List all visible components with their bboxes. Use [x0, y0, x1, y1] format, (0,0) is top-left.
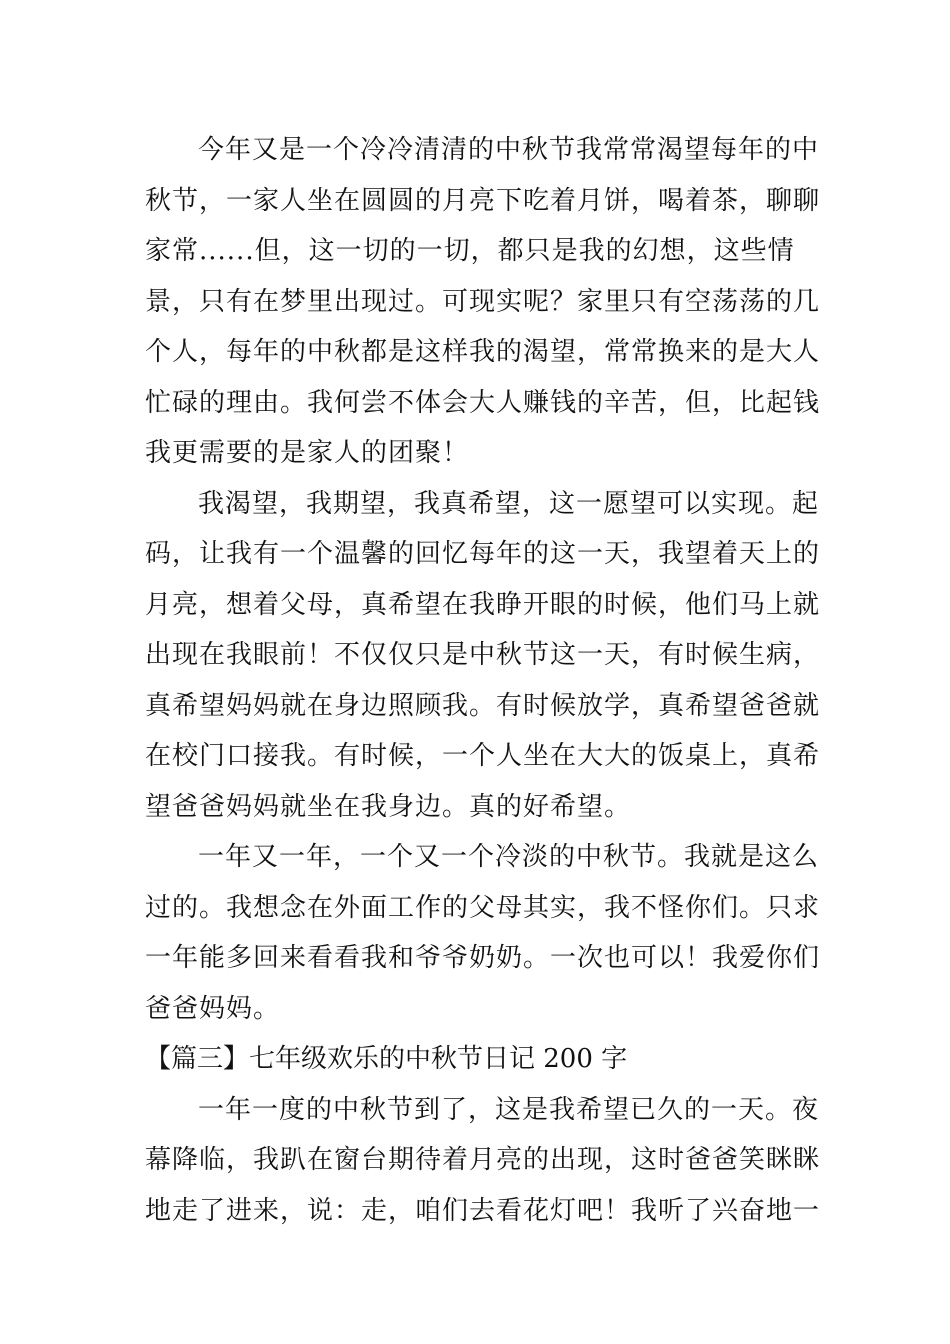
text-line: 望爸爸妈妈就坐在我身边。真的好希望。: [145, 791, 632, 822]
text-line: 景，只有在梦里出现过。可现实呢？家里只有空荡荡的几: [145, 286, 821, 317]
text-line: 家常......但，这一切的一切，都只是我的幻想，这些情: [145, 236, 795, 266]
text-line: 月亮，想着父母，真希望在我睁开眼的时候，他们马上就: [145, 589, 821, 620]
section-heading: 【篇三】七年级欢乐的中秋节日记 200 字: [145, 1044, 628, 1074]
text-line: 一年又一年，一个又一个冷淡的中秋节。我就是这么: [198, 842, 820, 872]
text-line: 在校门口接我。有时候，一个人坐在大大的饭桌上，真希: [145, 741, 821, 771]
text-line: 码，让我有一个温馨的回忆每年的这一天，我望着天上的: [145, 539, 821, 569]
text-line: 个人，每年的中秋都是这样我的渴望，常常换来的是大人: [145, 337, 821, 367]
text-line: 出现在我眼前！不仅仅只是中秋节这一天，有时候生病，: [145, 640, 821, 670]
text-line: 真希望妈妈就在身边照顾我。有时候放学，真希望爸爸就: [145, 690, 821, 721]
document-body: [145, 130, 821, 1241]
text-line: 一年一度的中秋节到了，这是我希望已久的一天。夜: [198, 1094, 820, 1125]
text-line: 爸爸妈妈。: [145, 993, 281, 1024]
text-line: 一年能多回来看看我和爷爷奶奶。一次也可以！我爱你们: [145, 943, 821, 973]
text-line: 我渴望，我期望，我真希望，这一愿望可以实现。起: [198, 488, 820, 519]
text-line: 我更需要的是家人的团聚！: [145, 438, 470, 468]
text-line: 过的。我想念在外面工作的父母其实，我不怪你们。只求: [145, 892, 821, 923]
text-line: 地走了进来，说：走，咱们去看花灯吧！我听了兴奋地一: [145, 1195, 821, 1226]
text-line: 幕降临，我趴在窗台期待着月亮的出现，这时爸爸笑眯眯: [145, 1145, 821, 1175]
text-line: 今年又是一个冷冷清清的中秋节我常常渴望每年的中: [198, 135, 820, 165]
text-line: 秋节，一家人坐在圆圆的月亮下吃着月饼，喝着茶，聊聊: [145, 185, 821, 216]
text-line: 忙碌的理由。我何尝不体会大人赚钱的辛苦，但，比起钱: [145, 387, 821, 418]
